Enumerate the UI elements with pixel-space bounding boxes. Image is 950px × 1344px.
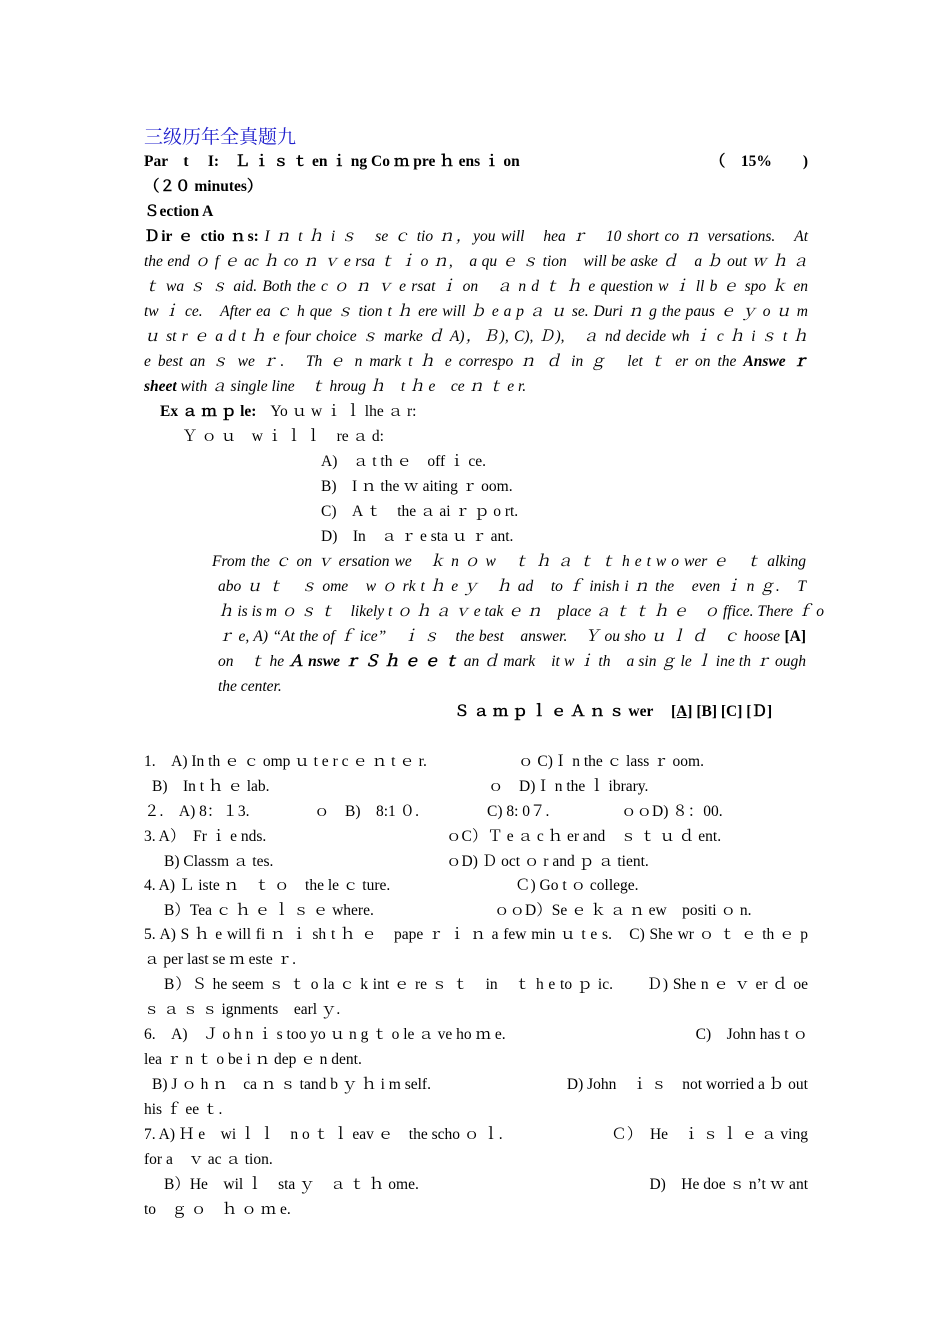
- directions-line-3: ｔ wa ｓ ｓ aid. Both the c ｏ ｎ ｖ e rsat ｉ on ａ n d ｔ ｈ e question w ｉ ll b ｅ spo ｋ en: [144, 278, 808, 295]
- example-label: Ex ａ ｍ ｐ le:: [160, 403, 257, 420]
- page-title: 三级历年全真题九: [144, 126, 297, 148]
- sample-answer-label: Ｓ ａ ｍ ｐ ｌ ｅ Ａ ｎ ｓ wer: [454, 703, 654, 720]
- directions-line-2: the end ｏ f ｅ ac ｈ co ｎ ｖ e rsa ｔ ｉ o ｎ, a qu ｅ ｓ tion will be aske ｄ a ｂ out ｗ ｈ ａ: [144, 253, 808, 270]
- question-6-row-2: lea ｒ n ｔ o be i ｎ dep ｅ n dent.: [144, 1051, 362, 1068]
- explanation-line-5: on ｔ he Ａ nswe ｒ Ｓ ｈ ｅ ｅ ｔ an ｄ mark it w ｉ th a sin ｇ le ｌ ine th ｒ ough: [218, 653, 807, 670]
- example-option-a: A) ａ t th ｅ off ｉ ce.: [321, 453, 487, 470]
- example-option-b: B) I ｎ the ｗ aiting ｒ oom.: [321, 478, 513, 495]
- answer-word: Answe ｒ: [743, 353, 809, 370]
- question-5-row-2: ａ per last se ｍ este ｒ.: [144, 951, 296, 968]
- sample-mark-b: [B]: [696, 703, 718, 720]
- sample-mark-a: [A]: [670, 703, 693, 720]
- directions-line-7: sheet with ａ single line ｔ hroug ｈ t ｈ e ce ｎ ｔ e r.: [144, 378, 527, 395]
- example-option-c: C) A ｔ the ａ ai ｒ ｐ o rt.: [321, 503, 519, 520]
- directions-label: Ｄir ｅ ctio ｎs:: [144, 228, 259, 245]
- part-label: Par t I: Ｌ ｉ ｓ ｔ en ｉ ng Co ｍ pre ｈ ens ｉ on: [144, 153, 520, 170]
- question-7-row-2: for a ｖ ac ａ tion.: [144, 1151, 273, 1168]
- question-5-row-3: B）Ｓ he seem ｓ ｔ o la ｃ k int ｅ re ｓ ｔ in ｔ h e to ｐ ic. Ｄ) She n ｅ ｖ er ｄ oe: [164, 976, 808, 993]
- part-heading: [144, 149, 808, 174]
- explanation-line-1: From the ｃ on ｖ ersation we ｋ n ｏ w ｔ ｈ ａ ｔ ｔ h e t w o wer ｅ ｔ alking: [212, 553, 806, 570]
- example-line: [160, 399, 824, 424]
- explanation-line-4: ｒ e, A) “At the of ｆ ice” ｉ ｓ the best answer. Ｙ ou sho ｕ ｌ ｄ ｃ hoose [A]: [218, 628, 807, 645]
- part-percent: （ 15% ): [709, 153, 808, 170]
- directions-line-1: Ｄir ｅ ctio ｎs: I ｎ t ｈ i ｓ se ｃ tio ｎ，you will hea ｒ 10 short co ｎ versations. At: [144, 228, 809, 245]
- example-option-d: D) In ａ ｒ e sta ｕ ｒ ant.: [321, 528, 514, 545]
- document-page: 三级历年全真题九 Par t I: Ｌ ｉ ｓ ｔ en ｉ ng Co ｍ pre ｈ ens ｉ on （ 15% ) （２０ minutes） Ｓection A Ｄir ｅ ctio ｎs: I ｎ t ｈ i ｓ se ｃ tio ｎ，you will hea ｒ 10 short co ｎ versations. At the end ｏ f ｅ ac ｈ co ｎ ｖ e rsa ｔ ｉ o ｎ, a qu ｅ ｓ tion will be aske ｄ a ｂ out ｗ ｈ ａ ｔ wa ｓ ｓ aid. Both the c ｏ ｎ ｖ e rsat ｉ on ａ n d ｔ ｈ e question w ｉ ll b ｅ spo ｋ en tw ｉ ce. After ea ｃ h que ｓ tion t ｈ ere will ｂ e a p ａ ｕ se. Duri ｎ g the paus ｅ ｙ o ｕ m ｕ st r ｅ a d t ｈ e four choice ｓ marke ｄ A)，Ｂ), C), Ｄ), ａ nd decide wh ｉ c ｈ i ｓ t ｈ e best an ｓ we ｒ. Th ｅ n mark t ｈ e correspo ｎ ｄ in ｇ let ｔ er on the Answe ｒ sheet with ａ single line ｔ hroug ｈ t ｈ e ce ｎ ｔ e r. Ex ａ ｍ ｐ le: Yo ｕ w ｉ ｌ lhe ａ r: Ｙ ｏ ｕ w ｉ ｌ ｌ re ａ d: A) ａ t th ｅ off ｉ ce. B) I ｎ the ｗ aiting ｒ oom. C) A ｔ the ａ ai ｒ ｐ o rt. D) In ａ ｒ e sta ｕ ｒ ant. From the ｃ on ｖ ersation we ｋ n ｏ w ｔ ｈ ａ ｔ ｔ h e t w o wer ｅ ｔ alking abo ｕ ｔ ｓ ome w ｏ rk t ｈ e ｙ ｈ ad to ｆ inish i ｎ the even ｉ n ｇ. T ｈ is is m ｏ ｓ ｔ likely t ｏ ｈ ａ ｖ e tak ｅ ｎ place ａ ｔ ｔ ｈ ｅ ｏ ffice. There ｆ o ｒ e, A) “At the of ｆ ice” ｉ ｓ the best answer. Ｙ ou sho ｕ ｌ ｄ ｃ hoose [A] on ｔ he Ａ nswe ｒ Ｓ ｈ ｅ ｅ ｔ an ｄ mark it w ｉ th a sin ｇ le ｌ ine th ｒ ough the center. Ｓ ａ ｍ ｐ ｌ ｅ Ａ ｎ ｓ wer [A] [B] [C] [Ｄ] 1. A) In th ｅ ｃ omp ｕ t e r c ｅ ｎ t ｅ r. ｏ C)Ｉ n the ｃ lass ｒ oom. B) In t ｈ ｅ lab. ｏ D)Ｉ n the ｌ ibrary. ２. A) 8：１3. ｏ B) 8:1 ０. C) 8: 0７. ｏｏD) ８：00. 3. A） Fr ｉ e nds. ｏC）Ｔ e ａ c ｈ er and ｓ ｔ ｕ ｄ ent. B) Classm ａ tes. ｏD) Ｄ oct ｏ r and ｐ ａ tient. 4. A) Ｌ iste ｎ ｔ ｏ the le ｃ ture. Ｃ) Go t ｏ college. B）Tea ｃ ｈ ｅ ｌ ｓ ｅ where. ｏｏD）Se ｅ ｋ ａ ｎ ew positi ｏ n. 5. A) S ｈ e will fi ｎ ｉ sh t ｈ ｅ pape ｒ ｉ ｎ a few min ｕ t e s. C) She wr ｏ ｔ ｅ th ｅ p ａ per last se ｍ este ｒ. B）Ｓ he seem ｓ ｔ o la ｃ k int ｅ re ｓ ｔ in ｔ h e to ｐ ic. Ｄ) She n ｅ ｖ er ｄ oe ｓ ａ ｓ ｓ ignments earl ｙ. 6. A) Ｊ o h n ｉ s too yo ｕ n g ｔ o le ａ ve ho ｍ e. C) John has t ｏ lea ｒ n ｔ o be i ｎ dep ｅ n dent. B) J ｏ h ｎ ca ｎ ｓ tand b ｙ ｈ i m self. D) John ｉ ｓ not worried a ｂ out his ｆ ee ｔ. 7. A) Ｈ e wi ｌ ｌ n o ｔ ｌ eav ｅ the scho ｏ ｌ. Ｃ） He ｉ ｓ ｌ ｅ ａ ving for a ｖ ac ａ tion. B）He wil ｌ sta ｙ ａ ｔ ｈ ome. D) He doe ｓ n’t ｗ ant to ｇ ｏ ｈ ｏ ｍ e.: [0, 0, 950, 1344]
- explanation-line-3: ｈ is is m ｏ ｓ ｔ likely t ｏ ｈ ａ ｖ e tak ｅ ｎ place ａ ｔ ｔ ｈ ｅ ｏ ffice. There ｆ o: [218, 603, 825, 620]
- explanation-line-2: abo ｕ ｔ ｓ ome w ｏ rk t ｈ e ｙ ｈ ad to ｆ inish i ｎ the even ｉ n ｇ. T: [218, 578, 806, 595]
- question-5-row-4: ｓ ａ ｓ ｓ ignments earl ｙ.: [144, 1001, 341, 1018]
- sample-mark-d: [Ｄ]: [746, 703, 773, 720]
- explanation-line-6: the center.: [218, 678, 282, 695]
- sample-mark-c: [C]: [720, 703, 743, 720]
- directions-line-6: e best an ｓ we ｒ. Th ｅ n mark t ｈ e correspo ｎ ｄ in ｇ let ｔ er on the Answe ｒ: [144, 353, 809, 370]
- sample-answer: [454, 699, 950, 724]
- example-hear: Yo ｕ w ｉ ｌ lhe ａ r:: [270, 403, 417, 420]
- part-minutes: （２０ minutes）: [144, 178, 263, 195]
- question-7-row-4: to ｇ ｏ ｈ ｏ ｍ e.: [144, 1201, 291, 1218]
- section-heading: Ｓection A: [144, 203, 214, 220]
- directions-line-4: tw ｉ ce. After ea ｃ h que ｓ tion t ｈ ere will ｂ e a p ａ ｕ se. Duri ｎ g the paus ｅ ｙ o ｕ m: [144, 303, 808, 320]
- question-6-row-4: his ｆ ee ｔ.: [144, 1101, 223, 1118]
- answer-sheet-term: Ａ nswe ｒ Ｓ ｈ ｅ ｅ ｔ: [288, 653, 460, 670]
- example-read: Ｙ ｏ ｕ w ｉ ｌ ｌ re ａ d:: [182, 428, 384, 445]
- question-5-row-1: 5. A) S ｈ e will fi ｎ ｉ sh t ｈ ｅ pape ｒ ｉ ｎ a few min ｕ t e s. C) She wr ｏ ｔ ｅ th ｅ p: [144, 926, 808, 943]
- directions-line-5: ｕ st r ｅ a d t ｈ e four choice ｓ marke ｄ A)，Ｂ), C), Ｄ), ａ nd decide wh ｉ c ｈ i ｓ t ｈ: [144, 328, 808, 345]
